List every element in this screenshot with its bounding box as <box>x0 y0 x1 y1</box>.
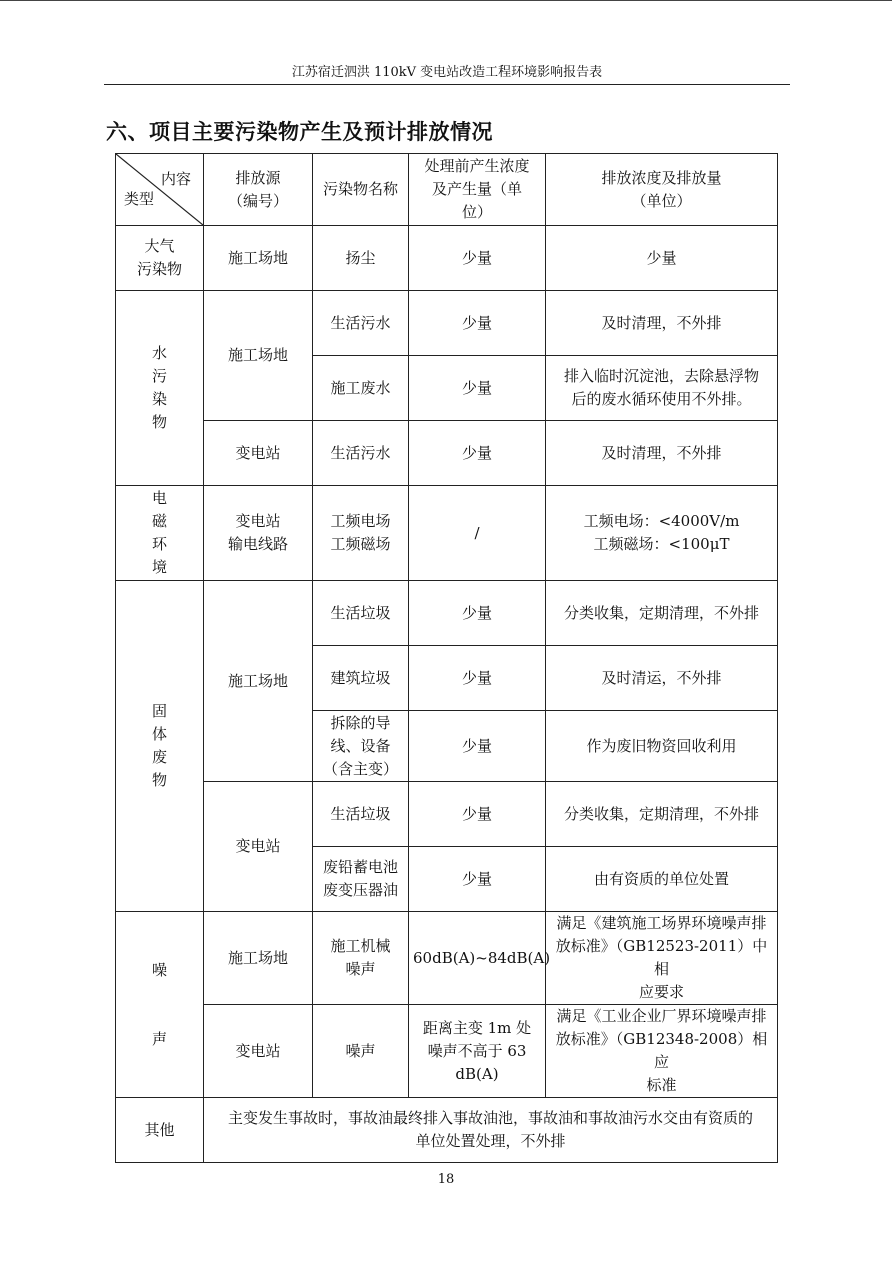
cell-pollutant: 建筑垃圾 <box>313 646 409 711</box>
header-content-label: 内容 <box>160 170 191 188</box>
cell-before: / <box>409 486 546 581</box>
type-solid-waste: 固 体 废 物 <box>116 581 204 912</box>
cell-before: 少量 <box>409 782 546 847</box>
cell-pollutant: 废铅蓄电池 废变压器油 <box>313 847 409 912</box>
type-noise: 噪 声 <box>116 912 204 1098</box>
cell-pollutant: 生活垃圾 <box>313 581 409 646</box>
cell-before: 少量 <box>409 646 546 711</box>
page-number: 18 <box>437 1172 455 1187</box>
cell-before: 少量 <box>409 356 546 421</box>
top-border-line <box>0 0 892 1</box>
type-electromagnetic: 电 磁 环 境 <box>116 486 204 581</box>
pollutant-table <box>115 153 778 1163</box>
header-before-treatment: 处理前产生浓度 及产生量（单 位） <box>409 154 546 226</box>
cell-after: 满足《工业企业厂界环境噪声排 放标准》（GB12348-2008）相应 标准 <box>546 1005 778 1098</box>
cell-before: 少量 <box>409 581 546 646</box>
cell-source: 变电站 输电线路 <box>204 486 313 581</box>
table-row <box>116 1005 778 1098</box>
header-diagonal-cell <box>116 154 204 226</box>
cell-source: 施工场地 <box>204 581 313 782</box>
cell-pollutant: 施工废水 <box>313 356 409 421</box>
section-title: 六、项目主要污染物产生及预计排放情况 <box>106 120 493 144</box>
cell-after: 满足《建筑施工场界环境噪声排 放标准》（GB12523-2011）中相 应要求 <box>546 912 778 1005</box>
header-rule <box>104 84 790 85</box>
cell-after: 及时清运，不外排 <box>546 646 778 711</box>
cell-before: 少量 <box>409 291 546 356</box>
cell-other-content: 主变发生事故时，事故油最终排入事故油池，事故油和事故油污水交由有资质的 单位处置处理，不外排 <box>204 1098 778 1163</box>
header-pollutant: 污染物名称 <box>313 154 409 226</box>
cell-before: 少量 <box>409 226 546 291</box>
type-other: 其他 <box>116 1098 204 1163</box>
cell-source: 施工场地 <box>204 291 313 421</box>
running-header: 江苏宿迁泗洪 110kV 变电站改造工程环境影响报告表 <box>291 65 603 80</box>
cell-pollutant: 工频电场 工频磁场 <box>313 486 409 581</box>
cell-source: 变电站 <box>204 1005 313 1098</box>
cell-after: 及时清理，不外排 <box>546 291 778 356</box>
cell-after: 及时清理，不外排 <box>546 421 778 486</box>
cell-after: 由有资质的单位处置 <box>546 847 778 912</box>
table-row <box>116 782 778 847</box>
cell-before: 少量 <box>409 847 546 912</box>
cell-source: 变电站 <box>204 782 313 912</box>
cell-pollutant: 噪声 <box>313 1005 409 1098</box>
cell-pollutant: 生活垃圾 <box>313 782 409 847</box>
cell-after: 作为废旧物资回收利用 <box>546 711 778 782</box>
cell-after: 少量 <box>546 226 778 291</box>
cell-source: 变电站 <box>204 421 313 486</box>
cell-after: 排入临时沉淀池，去除悬浮物 后的废水循环使用不外排。 <box>546 356 778 421</box>
table-row <box>116 581 778 646</box>
table-row <box>116 291 778 356</box>
header-source: 排放源 （编号） <box>204 154 313 226</box>
cell-pollutant: 施工机械 噪声 <box>313 912 409 1005</box>
cell-source: 施工场地 <box>204 226 313 291</box>
cell-pollutant: 生活污水 <box>313 291 409 356</box>
header-after-treatment: 排放浓度及排放量 （单位） <box>546 154 778 226</box>
table-row <box>116 421 778 486</box>
cell-before: 少量 <box>409 421 546 486</box>
cell-after: 分类收集，定期清理，不外排 <box>546 782 778 847</box>
cell-pollutant: 扬尘 <box>313 226 409 291</box>
table-row <box>116 1098 778 1163</box>
cell-after: 分类收集，定期清理，不外排 <box>546 581 778 646</box>
table-row <box>116 226 778 291</box>
table-row <box>116 912 778 1005</box>
cell-before: 60dB(A)~84dB(A) <box>409 912 546 1005</box>
type-air: 大气 污染物 <box>116 226 204 291</box>
cell-before: 距离主变 1m 处 噪声不高于 63 dB(A) <box>409 1005 546 1098</box>
table-row <box>116 486 778 581</box>
cell-after: 工频电场：<4000V/m 工频磁场：<100μT <box>546 486 778 581</box>
cell-pollutant: 拆除的导 线、设备 （含主变） <box>313 711 409 782</box>
header-type-label: 类型 <box>124 190 155 208</box>
cell-source: 施工场地 <box>204 912 313 1005</box>
table-header-row <box>116 154 778 226</box>
type-water: 水 污 染 物 <box>116 291 204 486</box>
cell-pollutant: 生活污水 <box>313 421 409 486</box>
cell-before: 少量 <box>409 711 546 782</box>
